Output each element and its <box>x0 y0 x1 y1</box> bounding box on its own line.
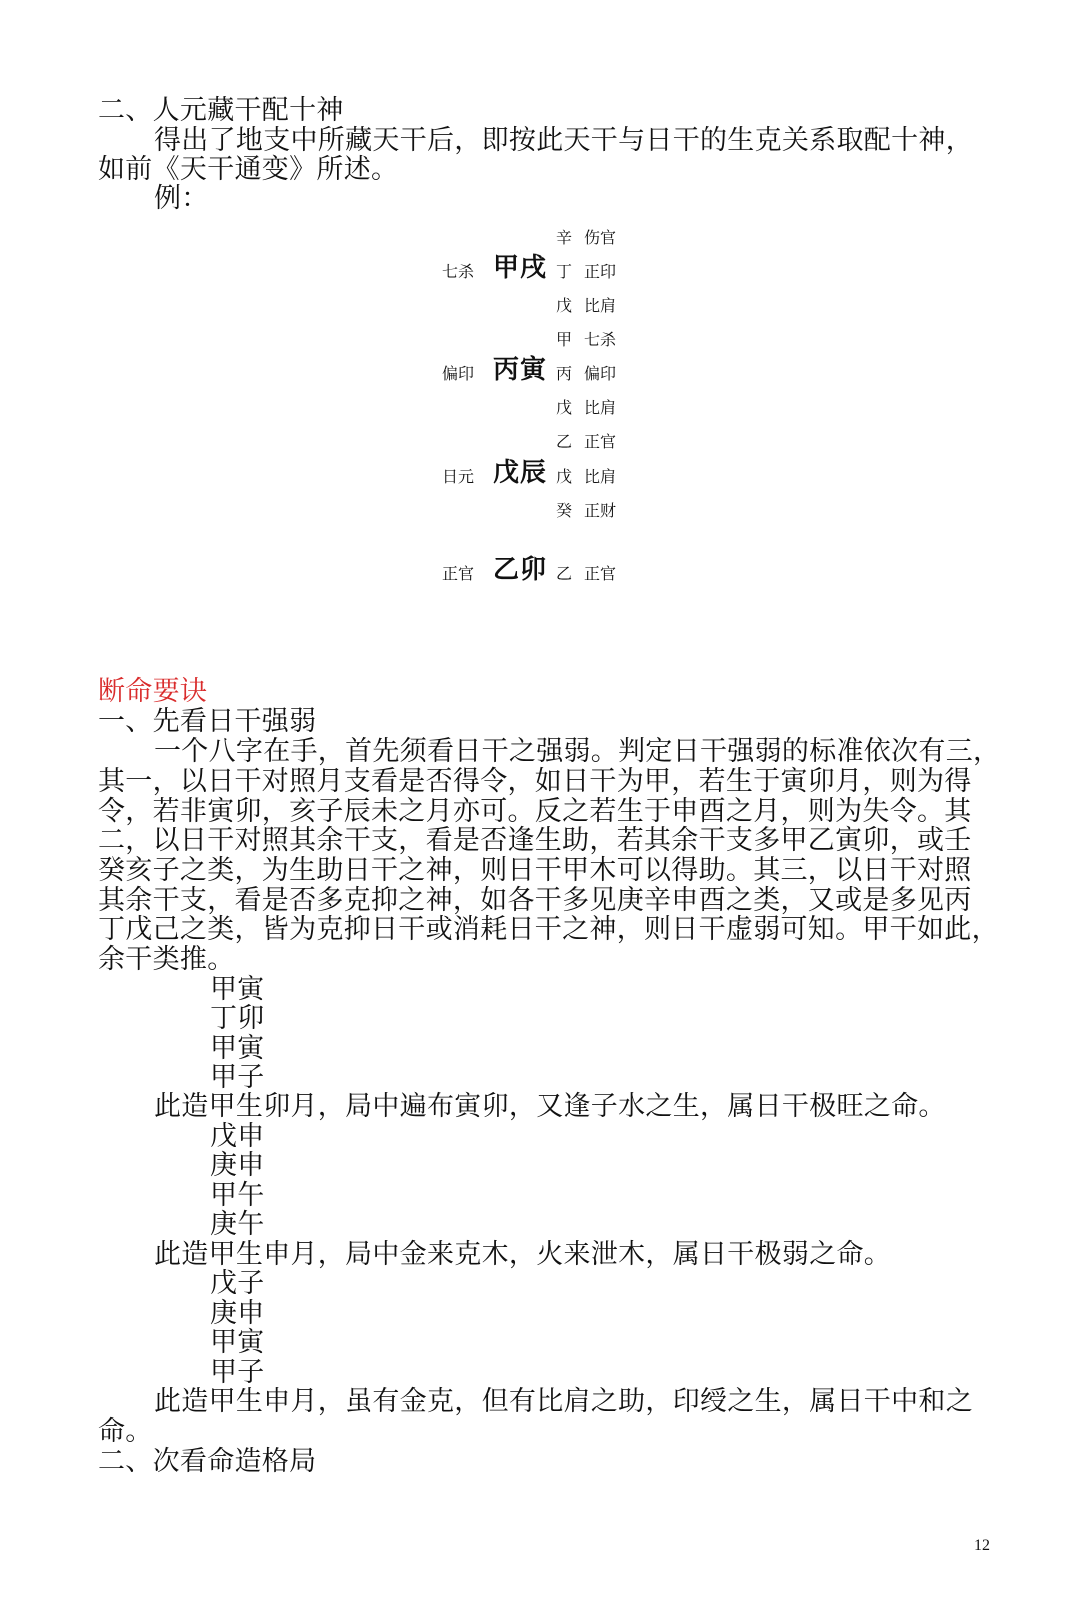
example-pillar: 甲子 <box>210 1062 265 1093</box>
example-pillar: 庚申 <box>210 1298 265 1329</box>
paragraph-line: 二，以日干对照其余干支，看是否逢生助，若其余干支多甲乙寅卯，或壬 <box>98 825 972 856</box>
paragraph-line: 余干类推。 <box>98 944 235 975</box>
example-pillar: 甲子 <box>210 1357 265 1388</box>
hidden-stem: 丙 <box>556 364 573 383</box>
example-comment: 命。 <box>98 1416 153 1447</box>
hidden-stem: 癸 <box>556 501 573 520</box>
paragraph-line: 丁戊己之类，皆为克抑日干或消耗日干之神，则日干虚弱可知。甲干如此， <box>98 914 999 945</box>
example-pillar: 甲寅 <box>210 974 265 1005</box>
example-pillar: 庚午 <box>210 1209 265 1240</box>
example-comment: 此造甲生申月，虽有金克，但有比肩之助，印绶之生，属日干中和之 <box>154 1386 973 1417</box>
pillar-god: 日元 <box>442 467 475 486</box>
hidden-stem: 戊 <box>556 296 573 315</box>
hidden-stem-god: 正印 <box>584 262 617 281</box>
hidden-stem: 辛 <box>556 228 573 247</box>
example-pillar: 戊申 <box>210 1121 265 1152</box>
hidden-stem-god: 比肩 <box>584 467 617 486</box>
subsection-heading: 二、次看命造格局 <box>98 1446 317 1477</box>
pillar-stem-branch: 乙卯 <box>493 555 548 585</box>
paragraph-line: 癸亥子之类，为生助日干之神，则日干甲木可以得助。其三，以日干对照 <box>98 855 972 886</box>
paragraph-line: 得出了地支中所藏天干后，即按此天干与日干的生克关系取配十神， <box>154 125 973 156</box>
example-pillar: 甲寅 <box>210 1033 265 1064</box>
example-label: 例： <box>154 183 209 214</box>
pillar-god: 七杀 <box>442 262 475 281</box>
hidden-stem-god: 七杀 <box>584 330 617 349</box>
example-pillar: 丁卯 <box>210 1003 265 1034</box>
hidden-stem-god: 正官 <box>584 564 617 583</box>
hidden-stem: 戊 <box>556 467 573 486</box>
example-pillar: 庚申 <box>210 1150 265 1181</box>
pillar-god: 正官 <box>442 564 475 583</box>
example-pillar: 甲午 <box>210 1180 265 1211</box>
example-pillar: 甲寅 <box>210 1327 265 1358</box>
paragraph-line: 其一，以日干对照月支看是否得令，如日干为甲，若生于寅卯月，则为得 <box>98 766 972 797</box>
pillar-stem-branch: 戊辰 <box>493 458 548 488</box>
pillar-stem-branch: 丙寅 <box>493 355 548 385</box>
pillar-stem-branch: 甲戌 <box>493 253 548 283</box>
hidden-stem-god: 伤官 <box>584 228 617 247</box>
example-pillar: 戊子 <box>210 1268 265 1299</box>
pillar-god: 偏印 <box>442 364 475 383</box>
paragraph-line: 一个八字在手，首先须看日干之强弱。判定日干强弱的标准依次有三， <box>154 736 1001 767</box>
section-heading: 二、人元藏干配十神 <box>98 95 344 126</box>
subsection-heading: 一、先看日干强弱 <box>98 706 317 737</box>
hidden-stem: 乙 <box>556 432 573 451</box>
page-number: 12 <box>974 1537 990 1554</box>
hidden-stem-god: 正官 <box>584 432 617 451</box>
hidden-stem-god: 比肩 <box>584 296 617 315</box>
section-title: 断命要诀 <box>98 676 208 707</box>
hidden-stem-god: 偏印 <box>584 364 617 383</box>
paragraph-line: 其余干支，看是否多克抑之神，如各干多见庚辛申酉之类，又或是多见丙 <box>98 885 972 916</box>
hidden-stem-god: 正财 <box>584 501 617 520</box>
hidden-stem: 丁 <box>556 262 573 281</box>
example-comment: 此造甲生卯月，局中遍布寅卯，又逢子水之生，属日干极旺之命。 <box>154 1091 946 1122</box>
paragraph-line: 令，若非寅卯，亥子辰未之月亦可。反之若生于申酉之月，则为失令。其 <box>98 796 972 827</box>
hidden-stem: 乙 <box>556 564 573 583</box>
hidden-stem: 甲 <box>556 330 573 349</box>
hidden-stem-god: 比肩 <box>584 398 617 417</box>
example-comment: 此造甲生申月，局中金来克木，火来泄木，属日干极弱之命。 <box>154 1239 892 1270</box>
paragraph-line: 如前《天干通变》所述。 <box>98 154 399 185</box>
hidden-stem: 戊 <box>556 398 573 417</box>
